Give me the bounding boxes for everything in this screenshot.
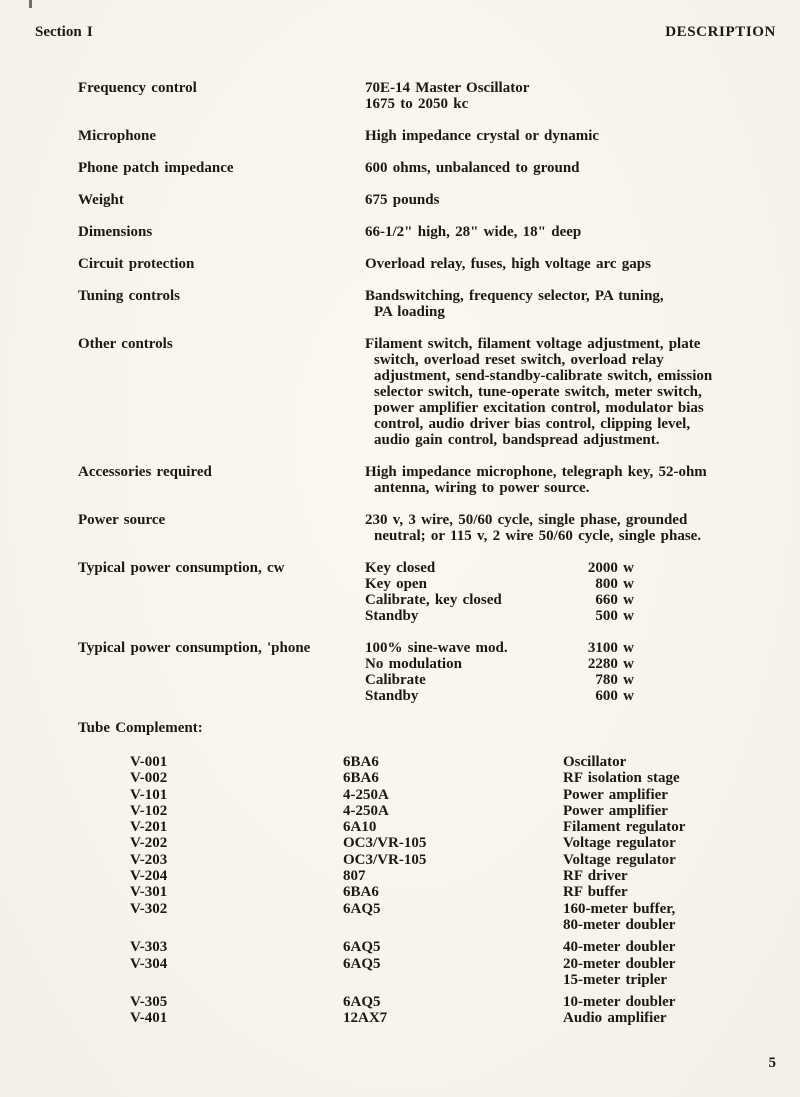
tube-designator: V-303 [130,939,168,956]
spec-value-line: 230 v, 3 wire, 50/60 cycle, single phase, grounded [365,512,688,528]
spec-value [365,464,782,496]
spec-value-line: Filament switch, filament voltage adjustment, plate [365,336,701,352]
tube-designator: V-101 [130,786,168,803]
tube-function: Audio amplifier [563,1010,667,1027]
tube-complement-heading: Tube Complement: [78,720,203,736]
power-consumption-row [365,688,782,704]
spec-label: Dimensions [78,224,153,240]
spec-value-line: selector switch, tune-operate switch, meter switch, [374,384,702,400]
power-condition-label: Key closed [365,560,436,576]
tube-row [130,868,782,884]
spec-label: Phone patch impedance [78,160,234,176]
spec-value [365,128,782,144]
spec-value [365,288,782,320]
spec-value [365,224,782,240]
tube-type: 4-250A [343,786,389,803]
spec-row [78,224,782,240]
page-title: DESCRIPTION [665,24,776,40]
tube-function: Voltage regulator [563,835,676,852]
spec-value-line: 70E-14 Master Oscillator [365,80,530,96]
tube-designator: V-002 [130,770,168,787]
tube-row [130,770,782,786]
spec-value [365,80,782,112]
spec-value-line: 675 pounds [365,192,440,208]
spec-row [78,336,782,448]
tube-designator: V-102 [130,802,168,819]
tube-function-cell [563,994,782,1010]
tube-function-cell [563,787,782,803]
scan-artifact-mark [29,0,32,8]
spec-value-line: audio gain control, bandspread adjustment. [374,432,660,448]
tube-function-cell [563,852,782,868]
tube-function: 160-meter buffer, [563,900,676,917]
tube-designator: V-301 [130,884,168,901]
tube-type: 6AQ5 [343,955,381,972]
power-condition-label: Calibrate [365,672,426,688]
tube-designator: V-401 [130,1010,168,1027]
spec-label: Other controls [78,336,173,352]
spec-label: Tuning controls [78,288,180,304]
tube-row [130,819,782,835]
section-label: Section I [35,24,93,40]
spec-row [78,512,782,544]
page-number: 5 [768,1055,776,1071]
tube-function: RF isolation stage [563,770,680,787]
tube-function-cell [563,754,782,770]
tube-function: Voltage regulator [563,851,676,868]
spec-row [78,464,782,496]
tube-row [130,956,782,989]
spec-label: Weight [78,192,124,208]
spec-row [78,640,782,704]
tube-row [130,994,782,1010]
power-condition-label: Standby [365,608,419,624]
power-condition-label: Standby [365,688,419,704]
tube-type: 6AQ5 [343,994,381,1011]
tube-row [130,787,782,803]
spec-value-line: Bandswitching, frequency selector, PA tuning, [365,288,664,304]
power-condition-label: Calibrate, key closed [365,592,502,608]
power-condition-label: Key open [365,576,427,592]
power-watts-value: 500 w [595,608,634,624]
spec-row [78,160,782,176]
power-condition-label: No modulation [365,656,462,672]
tube-function: 15-meter tripler [563,971,668,988]
tube-type: 4-250A [343,802,389,819]
tube-designator: V-304 [130,955,168,972]
spec-value-line: 600 ohms, unbalanced to ground [365,160,580,176]
spec-value-line: neutral; or 115 v, 2 wire 50/60 cycle, single phase. [374,528,702,544]
spec-value-line: Overload relay, fuses, high voltage arc gaps [365,256,651,272]
spec-label: Power source [78,512,166,528]
tube-row [130,754,782,770]
spec-label: Accessories required [78,464,212,480]
running-head [35,24,776,41]
tube-designator: V-305 [130,994,168,1011]
spec-row [78,192,782,208]
spec-row [78,128,782,144]
power-consumption-row [365,640,782,656]
tube-type: OC3/VR-105 [343,835,427,852]
spec-value [365,512,782,544]
tube-function-cell [563,956,782,989]
tube-row [130,835,782,851]
power-watts-value: 600 w [595,688,634,704]
spec-value [365,640,782,704]
tube-designator: V-201 [130,819,168,836]
spec-value-line: High impedance crystal or dynamic [365,128,600,144]
tube-function: Power amplifier [563,786,668,803]
tube-function-cell [563,1010,782,1026]
spec-value [365,160,782,176]
power-watts-value: 660 w [595,592,634,608]
spec-label: Circuit protection [78,256,195,272]
spec-value-line: antenna, wiring to power source. [374,480,590,496]
power-consumption-row [365,592,782,608]
tube-type: 12AX7 [343,1010,388,1027]
tube-row [130,884,782,900]
tube-function-cell [563,803,782,819]
tube-function-cell [563,884,782,900]
tube-function-cell [563,901,782,934]
tube-function: 40-meter doubler [563,939,676,956]
power-consumption-row [365,608,782,624]
tube-function-cell [563,770,782,786]
spec-label: Microphone [78,128,157,144]
spec-value-line: adjustment, send-standby-calibrate switch, emission [374,368,713,384]
tube-complement-table [130,754,782,1027]
page-content [78,80,782,1027]
power-consumption-row [365,656,782,672]
tube-function-cell [563,835,782,851]
tube-type: OC3/VR-105 [343,851,427,868]
spec-label: Typical power consumption, cw [78,560,285,576]
power-condition-label: 100% sine-wave mod. [365,640,508,656]
spec-label: Frequency control [78,80,197,96]
power-watts-value: 800 w [595,576,634,592]
tube-designator: V-202 [130,835,168,852]
tube-row [130,939,782,955]
spec-value-line: switch, overload reset switch, overload relay [374,352,664,368]
tube-designator: V-204 [130,868,168,885]
power-consumption-row [365,672,782,688]
power-watts-value: 2000 w [587,560,634,576]
spec-value-line: High impedance microphone, telegraph key, 52-ohm [365,464,707,480]
power-consumption-row [365,576,782,592]
tube-type: 6BA6 [343,884,379,901]
spec-value [365,336,782,448]
tube-function: Oscillator [563,754,627,770]
spec-value-line: 1675 to 2050 kc [365,96,469,112]
spec-row [78,288,782,320]
tube-function: 20-meter doubler [563,955,676,972]
tube-row [130,852,782,868]
spec-label: Typical power consumption, 'phone [78,640,311,656]
tube-function: RF buffer [563,884,628,901]
spec-value [365,256,782,272]
spec-row [78,256,782,272]
tube-function-cell [563,819,782,835]
tube-type: 6BA6 [343,754,379,770]
tube-function: Filament regulator [563,819,686,836]
power-watts-value: 2280 w [587,656,634,672]
spec-row [78,560,782,624]
spec-value-line: PA loading [374,304,445,320]
tube-type: 807 [343,868,366,885]
tube-function: 10-meter doubler [563,994,676,1011]
spec-row [78,80,782,112]
spec-list [78,80,782,704]
tube-function: 80-meter doubler [563,916,676,933]
tube-function: Power amplifier [563,802,668,819]
power-watts-value: 3100 w [587,640,634,656]
spec-value [365,560,782,624]
tube-row [130,901,782,934]
tube-function-cell [563,939,782,955]
spec-value-line: 66-1/2" high, 28" wide, 18" deep [365,224,582,240]
tube-type: 6A10 [343,819,377,836]
power-watts-value: 780 w [595,672,634,688]
tube-designator: V-203 [130,851,168,868]
power-consumption-row [365,560,782,576]
tube-row [130,1010,782,1026]
spec-value-line: power amplifier excitation control, modulator bias [374,400,704,416]
tube-type: 6AQ5 [343,900,381,917]
spec-value [365,192,782,208]
tube-function: RF driver [563,868,628,885]
tube-designator: V-001 [130,754,168,770]
tube-row [130,803,782,819]
tube-type: 6AQ5 [343,939,381,956]
tube-type: 6BA6 [343,770,379,787]
tube-designator: V-302 [130,900,168,917]
spec-value-line: control, audio driver bias control, clipping level, [374,416,691,432]
tube-function-cell [563,868,782,884]
